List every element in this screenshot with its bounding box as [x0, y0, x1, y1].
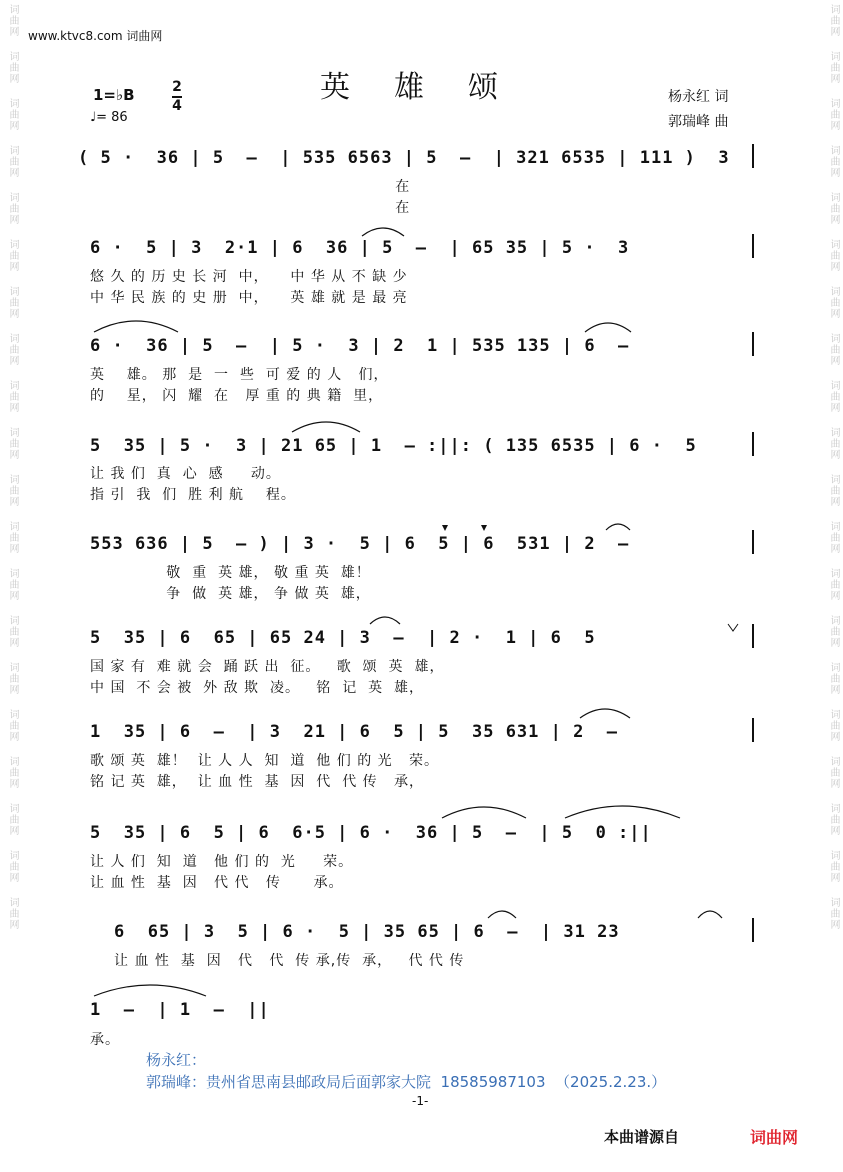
notation-line: 5 35 | 6 5 | 6 6·5 | 6 · 36 | 5 – | 5 0 :||	[90, 823, 652, 843]
slur-mark	[565, 806, 680, 818]
slur-mark	[292, 422, 360, 432]
lyric-verse-1: 让 人 们 知 道 他 们 的 光 荣。	[90, 854, 354, 870]
watermark-text: 词曲网	[7, 803, 18, 836]
notation-line: 553 636 | 5 – ) | 3 · 5 | 6 5 | 6 531 | 2 –	[90, 534, 630, 554]
watermark-text: 词曲网	[7, 568, 18, 601]
tempo-marking: ♩= 86	[90, 110, 128, 125]
lyric-verse-2: 让 血 性 基 因 代 代 传 承。	[90, 875, 344, 891]
lyric-verse-2: 中 华 民 族 的 史 册 中， 英 雄 就 是 最 亮	[90, 290, 408, 306]
watermark-text: 词曲网	[828, 192, 839, 225]
slur-mark	[442, 807, 526, 818]
barline	[752, 718, 754, 742]
watermark-text: 词曲网	[828, 662, 839, 695]
watermark-text: 词曲网	[828, 239, 839, 272]
lyric-verse-2: 争 做 英 雄， 争 做 英 雄，	[90, 586, 371, 602]
watermark-text: 词曲网	[828, 568, 839, 601]
notation-line: 5 35 | 6 65 | 65 24 | 3 – | 2 · 1 | 6 5	[90, 628, 596, 648]
barline	[752, 918, 754, 942]
watermark-text: 词曲网	[828, 427, 839, 460]
notation-line: ( 5 · 36 | 5 – | 535 6563 | 5 – | 321 6535 | 111 ) 3	[78, 148, 730, 168]
slur-mark	[94, 985, 206, 996]
watermark-text: 词曲网	[7, 192, 18, 225]
watermark-text: 词曲网	[828, 756, 839, 789]
accent-mark	[442, 525, 448, 531]
watermark-text: 词曲网	[828, 145, 839, 178]
lyric-verse-1: 承。	[90, 1032, 120, 1048]
slur-mark	[585, 323, 631, 332]
watermark-text: 词曲网	[828, 98, 839, 131]
lyric-verse-2: 铭 记 英 雄， 让 血 性 基 因 代 代 传 承，	[90, 774, 425, 790]
watermark-text: 词曲网	[7, 51, 18, 84]
watermark-text: 词曲网	[7, 145, 18, 178]
watermark-text: 词曲网	[828, 286, 839, 319]
slur-mark	[362, 228, 404, 236]
source-brand: 词曲网	[750, 1128, 799, 1147]
barline	[752, 332, 754, 356]
watermark-text: 词曲网	[7, 427, 18, 460]
watermark-text: 词曲网	[828, 380, 839, 413]
lyric-verse-2: 在	[90, 200, 411, 216]
barline	[752, 432, 754, 456]
watermark-text: 词曲网	[7, 98, 18, 131]
slur-mark	[606, 524, 630, 530]
watermark-text: 词曲网	[7, 333, 18, 366]
watermark-text: 词曲网	[7, 709, 18, 742]
watermark-text: 词曲网	[7, 4, 18, 37]
notation-line: 6 65 | 3 5 | 6 · 5 | 35 65 | 6 – | 31 23	[114, 922, 620, 942]
song-title: 英雄颂	[320, 70, 542, 105]
watermark-text: 词曲网	[828, 850, 839, 883]
watermark-text: 词曲网	[828, 709, 839, 742]
barline	[752, 234, 754, 258]
watermark-text: 词曲网	[7, 897, 18, 930]
lyric-verse-1: 国 家 有 难 就 会 踊 跃 出 征。 歌 颂 英 雄，	[90, 659, 445, 675]
composer-credit: 郭瑞峰 曲	[668, 114, 729, 130]
watermark-text: 词曲网	[828, 897, 839, 930]
site-header: www.ktvc8.com 词曲网	[28, 29, 163, 43]
watermark-text: 词曲网	[7, 662, 18, 695]
breath-mark	[728, 624, 738, 631]
slur-mark	[94, 321, 178, 332]
lyric-verse-1: 让 血 性 基 因 代 代 传 承,传 承， 代 代 传	[114, 953, 465, 969]
watermark-text: 词曲网	[828, 4, 839, 37]
watermark-text: 词曲网	[7, 474, 18, 507]
slur-mark	[580, 709, 630, 718]
lyric-verse-1: 在	[90, 179, 411, 195]
slur-mark	[488, 911, 516, 918]
footer-contact-composer: 郭瑞峰：贵州省思南县邮政局后面郭家大院 18585987103 （2025.2.23.）	[146, 1073, 667, 1091]
footer-contact-lyricist: 杨永红：	[146, 1051, 207, 1069]
watermark-text: 词曲网	[7, 521, 18, 554]
barline	[752, 624, 754, 648]
watermark-text: 词曲网	[7, 239, 18, 272]
time-signature-top: 2	[172, 79, 182, 95]
watermark-text: 词曲网	[828, 615, 839, 648]
watermark-text: 词曲网	[828, 474, 839, 507]
slur-mark	[698, 911, 722, 918]
watermark-text: 词曲网	[7, 286, 18, 319]
barline	[752, 144, 754, 168]
notation-line: 5 35 | 5 · 3 | 21 65 | 1 – :||: ( 135 6535 | 6 · 5	[90, 436, 697, 456]
lyric-verse-1: 敬 重 英 雄， 敬 重 英 雄！	[90, 565, 371, 581]
watermark-text: 词曲网	[7, 756, 18, 789]
lyric-verse-2: 指 引 我 们 胜 利 航 程。	[90, 487, 296, 503]
notation-line: 1 – | 1 – ||	[90, 1000, 270, 1020]
watermark-text: 词曲网	[7, 380, 18, 413]
notation-line: 6 · 36 | 5 – | 5 · 3 | 2 1 | 535 135 | 6 –	[90, 336, 630, 356]
slur-mark	[370, 617, 400, 624]
watermark-text: 词曲网	[828, 51, 839, 84]
key-signature: 1=♭B	[93, 86, 135, 104]
watermark-text: 词曲网	[7, 615, 18, 648]
watermark-text: 词曲网	[828, 521, 839, 554]
lyric-verse-1: 英 雄。 那 是 一 些 可 爱 的 人 们，	[90, 367, 389, 383]
lyric-verse-2: 的 星， 闪 耀 在 厚 重 的 典 籍 里，	[90, 388, 384, 404]
lyric-verse-1: 悠 久 的 历 史 长 河 中， 中 华 从 不 缺 少	[90, 269, 408, 285]
lyric-verse-2: 中 国 不 会 被 外 敌 欺 凌。 铭 记 英 雄，	[90, 680, 425, 696]
watermark-text: 词曲网	[7, 850, 18, 883]
lyric-verse-1: 让 我 们 真 心 感 动。	[90, 466, 281, 482]
page-number: -1-	[412, 1094, 429, 1108]
accent-mark	[481, 525, 487, 531]
barline	[752, 530, 754, 554]
notation-line: 6 · 5 | 3 2·1 | 6 36 | 5 – | 65 35 | 5 · 3	[90, 238, 630, 258]
time-signature-bottom: 4	[172, 98, 182, 114]
source-label: 本曲谱源自	[604, 1128, 680, 1146]
lyricist-credit: 杨永红 词	[668, 89, 729, 105]
lyric-verse-1: 歌 颂 英 雄！ 让 人 人 知 道 他 们 的 光 荣。	[90, 753, 440, 769]
watermark-text: 词曲网	[828, 803, 839, 836]
notation-line: 1 35 | 6 – | 3 21 | 6 5 | 5 35 631 | 2 –	[90, 722, 619, 742]
watermark-text: 词曲网	[828, 333, 839, 366]
